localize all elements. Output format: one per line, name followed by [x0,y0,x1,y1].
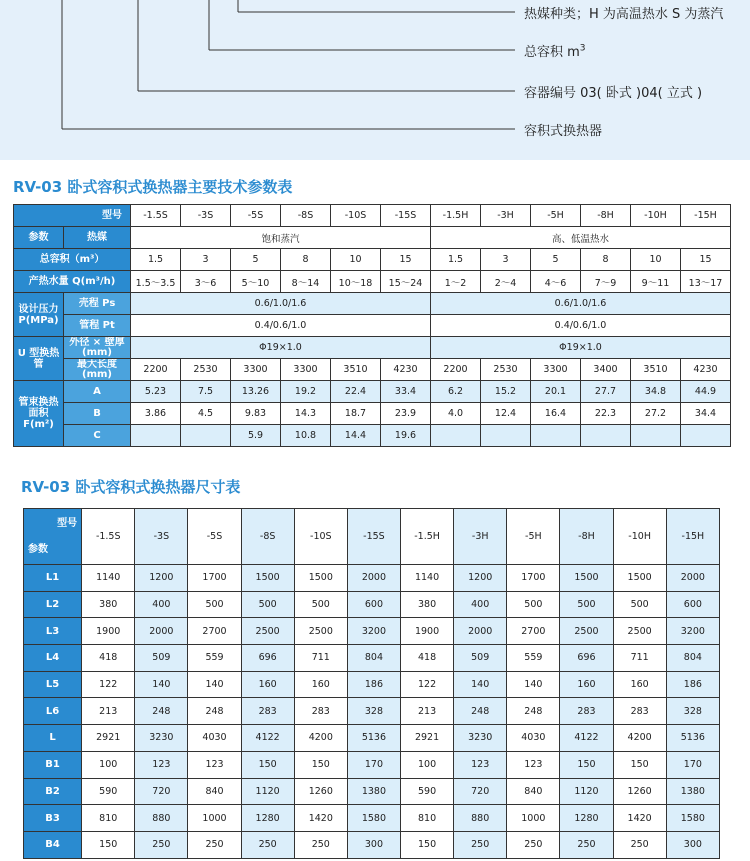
t2-cell: 2700 [507,618,560,645]
t1-area-a: 20.1 [531,381,581,403]
t2-cell: 250 [135,831,188,858]
t2-row-b2 [24,778,720,805]
t2-cell: 559 [507,645,560,672]
t1-model: -1.5H [431,205,481,227]
t2-cell: 160 [241,671,294,698]
t2-model: -1.5S [82,509,135,565]
t2-cell: 250 [294,831,347,858]
t1-tube-steam: 0.4/0.6/1.0 [131,315,431,337]
t2-cell: 880 [454,805,507,832]
t2-row-l6 [24,698,720,725]
t2-cell: 2000 [135,618,188,645]
t1-corner-param: 参数 [14,227,64,249]
t1-shell-steam: 0.6/1.0/1.6 [131,293,431,315]
t2-cell: 2921 [401,725,454,752]
t1-flow: 7～9 [581,271,631,293]
t2-cell: 1200 [454,565,507,592]
t1-volume: 10 [631,249,681,271]
t2-cell: 100 [82,751,135,778]
t2-model: -10H [613,509,666,565]
t2-body [24,565,720,859]
t2-cell: 1420 [294,805,347,832]
t2-cell: 123 [507,751,560,778]
t2-row-label: L1 [24,565,82,592]
t2-cell: 1900 [401,618,454,645]
t2-cell: 418 [401,645,454,672]
t2-corner: 型号 参数 [24,509,82,565]
t1-len: 3300 [281,359,331,381]
t1-area-c [131,425,181,447]
t2-row-label: B1 [24,751,82,778]
t2-cell: 250 [188,831,241,858]
t1-len: 2200 [131,359,181,381]
t2-cell: 150 [401,831,454,858]
t2-cell: 2500 [613,618,666,645]
tech-params-table [13,204,731,447]
t1-flow: 8～14 [281,271,331,293]
t2-cell: 3230 [454,725,507,752]
t2-cell: 1500 [613,565,666,592]
t1-medium-label: 热媒 [64,227,131,249]
t2-cell: 2500 [241,618,294,645]
t2-cell: 140 [454,671,507,698]
t1-len: 4230 [681,359,731,381]
t1-flow: 1.5～3.5 [131,271,181,293]
t2-cell: 248 [135,698,188,725]
t1-model: -5H [531,205,581,227]
t2-model: -5H [507,509,560,565]
t2-cell: 696 [560,645,613,672]
t1-len: 3300 [531,359,581,381]
t2-cell: 4122 [560,725,613,752]
t2-cell: 696 [241,645,294,672]
t2-row-label: L5 [24,671,82,698]
t2-cell: 4030 [188,725,241,752]
legend-heat-exchanger: 容积式换热器 [524,124,603,139]
t2-cell: 500 [294,591,347,618]
t2-cell: 400 [454,591,507,618]
t2-cell: 3230 [135,725,188,752]
t2-cell: 4122 [241,725,294,752]
t1-area-b: 12.4 [481,403,531,425]
t1-shell-water: 0.6/1.0/1.6 [431,293,731,315]
t1-area-a: 13.26 [231,381,281,403]
t2-row-label: L2 [24,591,82,618]
t1-area-b: 4.5 [181,403,231,425]
t1-area-a: 7.5 [181,381,231,403]
t2-cell: 170 [347,751,400,778]
t2-cell: 720 [454,778,507,805]
t2-cell: 283 [294,698,347,725]
t2-cell: 1580 [666,805,719,832]
t2-cell: 1000 [507,805,560,832]
t2-model: -1.5H [401,509,454,565]
t1-area-b: 18.7 [331,403,381,425]
t1-area-b: 23.9 [381,403,431,425]
t2-model: -5S [188,509,241,565]
t2-cell: 720 [135,778,188,805]
t1-area-b: 9.83 [231,403,281,425]
t2-cell: 1380 [347,778,400,805]
t2-cell: 500 [188,591,241,618]
table2-title: RV-03 卧式容积式换热器尺寸表 [21,478,241,496]
t2-cell: 283 [560,698,613,725]
t2-cell: 5136 [666,725,719,752]
t1-area-a: 34.8 [631,381,681,403]
t2-cell: 328 [666,698,719,725]
t2-cell: 283 [613,698,666,725]
t2-cell: 810 [401,805,454,832]
t2-cell: 250 [613,831,666,858]
t2-cell: 810 [82,805,135,832]
t1-medium-steam: 饱和蒸汽 [131,227,431,249]
t2-cell: 4200 [613,725,666,752]
dimensions-table [23,508,720,859]
t1-model: -3S [181,205,231,227]
t2-cell: 590 [82,778,135,805]
t2-cell: 248 [454,698,507,725]
t2-cell: 150 [82,831,135,858]
t1-area-label-a: A [64,381,131,403]
t1-u-tube-group: U 型换热管 [14,337,64,381]
t2-row-label: B3 [24,805,82,832]
t1-corner-model: 型号 [14,205,131,227]
t1-medium-water: 高、低温热水 [431,227,731,249]
t1-area-a: 19.2 [281,381,331,403]
model-code-legend [0,0,750,160]
t2-row-label: L [24,725,82,752]
t1-flow: 10～18 [331,271,381,293]
t1-area-c [681,425,731,447]
t1-volume: 8 [281,249,331,271]
t2-cell: 1120 [560,778,613,805]
t2-row-label: L6 [24,698,82,725]
t1-area-b: 3.86 [131,403,181,425]
t2-cell: 500 [613,591,666,618]
t2-model: -8H [560,509,613,565]
t2-cell: 500 [560,591,613,618]
t2-cell: 590 [401,778,454,805]
t2-cell: 600 [666,591,719,618]
t1-len: 2530 [481,359,531,381]
t2-row-l [24,725,720,752]
legend-leader-lines [0,0,750,160]
t2-cell: 1000 [188,805,241,832]
t2-cell: 804 [347,645,400,672]
t2-cell: 160 [613,671,666,698]
t2-model: -3S [135,509,188,565]
legend-vessel-number: 容器编号 03( 卧式 )04( 立式 ) [524,86,703,101]
t1-area-c [631,425,681,447]
t2-cell: 2500 [560,618,613,645]
t1-len: 3510 [631,359,681,381]
t2-cell: 1140 [401,565,454,592]
t1-area-c [481,425,531,447]
t2-cell: 140 [507,671,560,698]
t2-cell: 418 [82,645,135,672]
t2-cell: 2921 [82,725,135,752]
t1-area-a: 5.23 [131,381,181,403]
t2-cell: 150 [613,751,666,778]
t1-od-label: 外径 × 壁厚(mm) [64,337,131,359]
t1-area-a: 6.2 [431,381,481,403]
t1-area-a: 15.2 [481,381,531,403]
t2-cell: 380 [401,591,454,618]
t1-area-c: 5.9 [231,425,281,447]
t2-cell: 1280 [241,805,294,832]
t1-volume-label: 总容积（m³） [14,249,131,271]
t1-shell-label: 壳程 Ps [64,293,131,315]
t2-cell: 509 [454,645,507,672]
t2-cell: 186 [666,671,719,698]
t2-cell: 160 [560,671,613,698]
t1-len: 2530 [181,359,231,381]
t2-cell: 3200 [347,618,400,645]
t1-model: -8H [581,205,631,227]
t2-cell: 1380 [666,778,719,805]
t2-row-l1 [24,565,720,592]
t2-model: -3H [454,509,507,565]
t2-cell: 283 [241,698,294,725]
t1-od-steam: Φ19×1.0 [131,337,431,359]
t2-cell: 328 [347,698,400,725]
t1-model: -10S [331,205,381,227]
t2-model: -8S [241,509,294,565]
t2-cell: 1420 [613,805,666,832]
t1-model: -3H [481,205,531,227]
table1-title: RV-03 卧式容积式换热器主要技术参数表 [13,178,293,196]
t1-area-a: 44.9 [681,381,731,403]
t2-cell: 600 [347,591,400,618]
t2-cell: 248 [507,698,560,725]
t1-volume: 10 [331,249,381,271]
t2-cell: 213 [401,698,454,725]
t1-area-label-b: B [64,403,131,425]
t1-flow: 9～11 [631,271,681,293]
t1-tube-label: 管程 Pt [64,315,131,337]
t2-cell: 1580 [347,805,400,832]
t2-cell: 3200 [666,618,719,645]
t1-od-water: Φ19×1.0 [431,337,731,359]
t2-cell: 804 [666,645,719,672]
t2-cell: 123 [188,751,241,778]
t2-cell: 2700 [188,618,241,645]
t1-tube-water: 0.4/0.6/1.0 [431,315,731,337]
t2-cell: 1500 [294,565,347,592]
t2-row-label: B2 [24,778,82,805]
t2-cell: 150 [294,751,347,778]
t2-model: -15H [666,509,719,565]
t2-cell: 500 [241,591,294,618]
t2-row-l3 [24,618,720,645]
t2-cell: 2000 [666,565,719,592]
t2-cell: 711 [294,645,347,672]
t1-volume: 15 [381,249,431,271]
t2-cell: 500 [507,591,560,618]
t2-cell: 1500 [241,565,294,592]
t2-cell: 711 [613,645,666,672]
t2-cell: 2000 [454,618,507,645]
t1-len: 3400 [581,359,631,381]
t1-area-c [531,425,581,447]
t1-volume: 1.5 [431,249,481,271]
t2-cell: 140 [135,671,188,698]
t2-cell: 186 [347,671,400,698]
t1-len-label: 最大长度(mm) [64,359,131,381]
t2-row-label: L4 [24,645,82,672]
t1-flow-label: 产热水量 Q(m³/h) [14,271,131,293]
t1-area-c: 14.4 [331,425,381,447]
t2-cell: 1140 [82,565,135,592]
t2-cell: 1200 [135,565,188,592]
t2-row-b3 [24,805,720,832]
t1-volume: 5 [531,249,581,271]
t2-cell: 122 [401,671,454,698]
t1-model: -10H [631,205,681,227]
t1-area-b: 16.4 [531,403,581,425]
t1-volume: 5 [231,249,281,271]
t1-area-b: 27.2 [631,403,681,425]
t2-cell: 250 [241,831,294,858]
t2-model: -10S [294,509,347,565]
t1-model: -8S [281,205,331,227]
t2-cell: 1260 [294,778,347,805]
t2-cell: 1700 [507,565,560,592]
t2-cell: 300 [666,831,719,858]
t1-area-a: 22.4 [331,381,381,403]
t2-row-l2 [24,591,720,618]
t2-cell: 4200 [294,725,347,752]
t2-cell: 250 [560,831,613,858]
t2-cell: 250 [507,831,560,858]
t2-cell: 1500 [560,565,613,592]
t1-len: 3300 [231,359,281,381]
legend-medium-type: 热媒种类；H 为高温热水 S 为蒸汽 [524,7,724,22]
t2-cell: 100 [401,751,454,778]
t2-cell: 150 [241,751,294,778]
t2-cell: 1120 [241,778,294,805]
t2-row-b4 [24,831,720,858]
t1-area-b: 22.3 [581,403,631,425]
t1-flow: 2～4 [481,271,531,293]
t2-cell: 880 [135,805,188,832]
t2-row-label: B4 [24,831,82,858]
t2-cell: 509 [135,645,188,672]
t1-len: 3510 [331,359,381,381]
t2-cell: 1280 [560,805,613,832]
t1-len: 2200 [431,359,481,381]
t2-row-l5 [24,671,720,698]
t1-model: -15H [681,205,731,227]
t1-len: 4230 [381,359,431,381]
t2-cell: 5136 [347,725,400,752]
legend-total-volume: 总容积 $m^3$ [524,43,586,60]
t1-area-a: 27.7 [581,381,631,403]
t1-area-group: 管束换热面积 F(m²) [14,381,64,447]
t1-area-label-c: C [64,425,131,447]
t2-row-l4 [24,645,720,672]
t1-area-c [181,425,231,447]
t2-cell: 4030 [507,725,560,752]
t1-model: -15S [381,205,431,227]
t1-volume: 3 [481,249,531,271]
t2-cell: 140 [188,671,241,698]
t2-cell: 1260 [613,778,666,805]
t1-area-c [581,425,631,447]
t1-volume: 8 [581,249,631,271]
t1-area-a: 33.4 [381,381,431,403]
t1-area-b: 4.0 [431,403,481,425]
t1-flow: 3～6 [181,271,231,293]
t2-cell: 840 [507,778,560,805]
t2-cell: 1900 [82,618,135,645]
t1-flow: 4～6 [531,271,581,293]
t2-cell: 123 [135,751,188,778]
t1-flow: 15～24 [381,271,431,293]
t2-cell: 2000 [347,565,400,592]
t2-cell: 170 [666,751,719,778]
t2-cell: 150 [560,751,613,778]
t2-model: -15S [347,509,400,565]
t2-row-b1 [24,751,720,778]
t1-area-c: 10.8 [281,425,331,447]
t1-volume: 3 [181,249,231,271]
t2-cell: 2500 [294,618,347,645]
t2-cell: 840 [188,778,241,805]
t2-row-label: L3 [24,618,82,645]
t1-area-b: 34.4 [681,403,731,425]
t1-volume: 1.5 [131,249,181,271]
t1-volume: 15 [681,249,731,271]
t1-pressure-group: 设计压力 P(MPa) [14,293,64,337]
t1-model: -1.5S [131,205,181,227]
t1-area-c: 19.6 [381,425,431,447]
t1-model: -5S [231,205,281,227]
t2-cell: 400 [135,591,188,618]
t2-cell: 248 [188,698,241,725]
t2-cell: 380 [82,591,135,618]
t2-cell: 123 [454,751,507,778]
t1-area-c [431,425,481,447]
t1-flow: 13～17 [681,271,731,293]
t2-cell: 122 [82,671,135,698]
t1-flow: 5～10 [231,271,281,293]
t2-cell: 250 [454,831,507,858]
t2-cell: 1700 [188,565,241,592]
t2-cell: 300 [347,831,400,858]
t1-area-b: 14.3 [281,403,331,425]
t2-cell: 160 [294,671,347,698]
t2-cell: 213 [82,698,135,725]
t1-flow: 1～2 [431,271,481,293]
t2-cell: 559 [188,645,241,672]
